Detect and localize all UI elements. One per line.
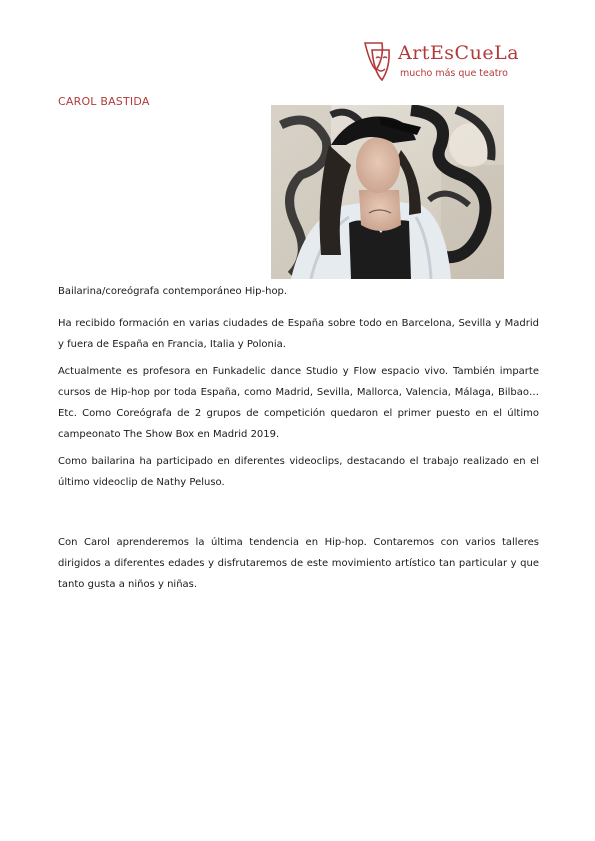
- artescuela-logo: [362, 40, 522, 84]
- career-paragraph: Actualmente es profesora en Funkadelic dance Studio y Flow espacio vivo. También imparte cursos de Hip-hop por toda España, como Madrid, Sevilla, Mallorca, Valencia, Málaga, Bilbao… Etc. Como Coreógrafa de 2 grupos de competición quedaron el primer puesto en el último campeonato The Show Box en Madrid 2019.: [58, 366, 539, 440]
- videoclip-paragraph: Como bailarina ha participado en diferentes videoclips, destacando el trabajo realizado en el último videoclip de Nathy Peluso.: [58, 456, 539, 488]
- logo-title: ArtEsCueLa: [398, 42, 520, 64]
- theatre-mask-icon: [362, 40, 392, 82]
- intro-paragraph: Bailarina/coreógrafa contemporáneo Hip-hop.: [58, 286, 288, 297]
- workshop-paragraph: Con Carol aprenderemos la última tendencia en Hip-hop. Contaremos con varios talleres dirigidos a diferentes edades y disfrutaremos de este movimiento artístico tan particular y que tanto gusta a niños y niñas.: [58, 537, 539, 590]
- logo-tagline: mucho más que teatro: [400, 68, 508, 79]
- training-paragraph: Ha recibido formación en varias ciudades de España sobre todo en Barcelona, Sevilla y Madrid y fuera de España en Francia, Italia y Polonia.: [58, 318, 539, 350]
- dancer-photo: [271, 105, 504, 279]
- page-title: CAROL BASTIDA: [58, 95, 150, 108]
